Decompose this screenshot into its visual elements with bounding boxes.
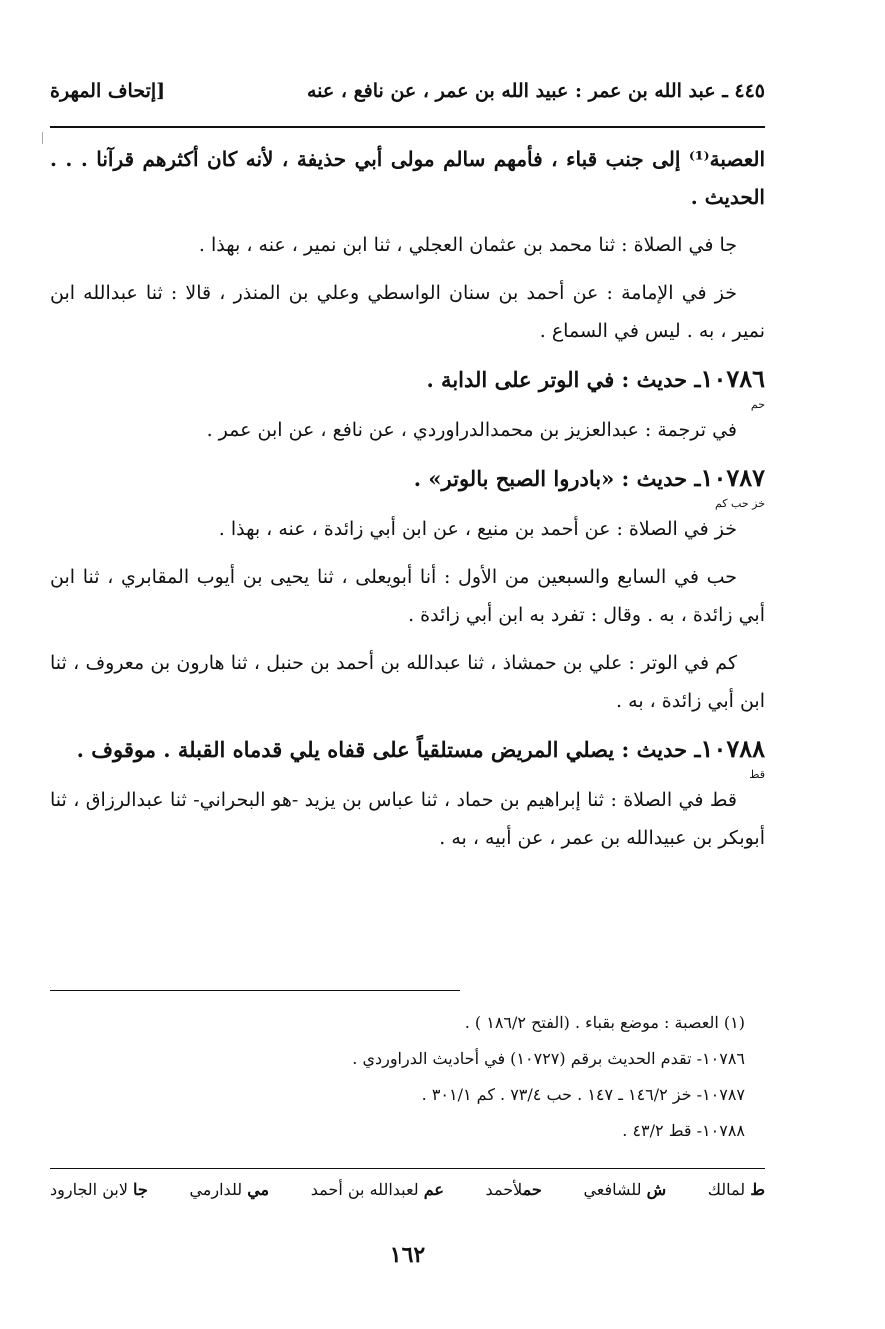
- running-header: [50, 80, 765, 114]
- paragraph-source-khz: خز في الصلاة : عن أحمد بن منيع ، عن ابن أبي زائدة ، عنه ، بهذا .: [218, 518, 737, 540]
- paragraph-source-tarjama: في ترجمة : عبدالعزيز بن محمدالدراوردي ، عن نافع ، عن ابن عمر .: [206, 419, 737, 441]
- abbreviations-rule: [50, 1168, 765, 1169]
- paragraph-source-khz: خز في الإمامة : عن أحمد بن سنان الواسطي وعلي بن المنذر ، قالا : ثنا عبدالله ابن نمير ، به . ليس في السماع .: [50, 282, 765, 342]
- footnote-item: ١٠٧٨٧- خز ١٤٦/٢ ـ ١٤٧ . حب ٧٣/٤ . كم ٣٠١/١ .: [421, 1085, 745, 1104]
- footnote-item: ١٠٧٨٦- تقدم الحديث برقم (١٠٧٢٧) في أحاديث الدراوردي .: [352, 1049, 745, 1068]
- paragraph-continuation: العصبة⁽¹⁾ إلى جنب قباء ، فأمهم سالم مولى أبي حذيفة ، لأنه كان أكثرهم قرآنا . . . الحديث .: [50, 147, 765, 209]
- abbreviation-item: مي للدارمي: [189, 1180, 270, 1199]
- paragraph-source-ja: جا في الصلاة : ثنا محمد بن عثمان العجلي ، ثنا ابن نمير ، عنه ، بهذا .: [198, 234, 737, 256]
- hadith-heading-10786: [50, 360, 765, 411]
- abbreviation-item: ش للشافعي: [583, 1180, 667, 1199]
- abbreviations-key: [50, 1180, 765, 1199]
- hadith-heading-10788: [50, 730, 765, 781]
- page-number: ١٦٢: [389, 1242, 426, 1268]
- hadith-number: ١٠٧٨٨: [700, 734, 765, 763]
- hadith-title: ـ حديث : يصلي المريض مستلقياً على قفاه يلي قدماه القبلة . موقوف .: [76, 737, 701, 762]
- hadith-heading-10787: [50, 459, 765, 510]
- hadith-sigla: قط: [749, 768, 765, 781]
- header-book-title: [إتحاف المهرة: [50, 80, 166, 102]
- hadith-number: ١٠٧٨٦: [700, 364, 765, 393]
- paragraph-source-hb: حب في السابع والسبعين من الأول : أنا أبويعلى ، ثنا يحيى بن أيوب المقابري ، ثنا ابن أبي زائدة ، به . وقال : تفرد به ابن أبي زائدة .: [50, 566, 765, 626]
- paragraph-source-qt: قط في الصلاة : ثنا إبراهيم بن حماد ، ثنا عباس بن يزيد -هو البحراني- ثنا عبدالرزاق ، ثنا أبوبكر بن عبيدالله بن عمر ، عن أبيه ، به .: [50, 789, 765, 849]
- abbreviation-item: حملأحمد: [485, 1180, 542, 1199]
- header-chapter-title: ٤٤٥ ـ عبد الله بن عمر : عبيد الله بن عمر ، عن نافع ، عنه: [306, 80, 765, 102]
- abbreviation-item: ط لمالك: [707, 1180, 765, 1199]
- footnotes: [50, 1005, 745, 1149]
- main-text: [50, 140, 765, 867]
- hadith-sigla: خز حب كم: [714, 497, 765, 510]
- hadith-title: ـ حديث : في الوتر على الدابة .: [426, 367, 701, 392]
- binding-mark: [42, 132, 45, 144]
- header-rule: [50, 126, 765, 128]
- abbreviation-item: عم لعبدالله بن أحمد: [310, 1180, 444, 1199]
- abbreviation-item: جا لابن الجارود: [50, 1180, 148, 1199]
- footnote-rule: [50, 990, 460, 991]
- hadith-title: ـ حديث : «بادروا الصبح بالوتر» .: [413, 466, 701, 491]
- paragraph-source-km: كم في الوتر : علي بن حمشاذ ، ثنا عبدالله بن أحمد بن حنبل ، ثنا هارون بن معروف ، ثنا ابن أبي زائدة ، به .: [50, 652, 765, 712]
- hadith-sigla: حم: [750, 398, 765, 411]
- footnote-item: ١٠٧٨٨- قط ٤٣/٢ .: [622, 1121, 745, 1140]
- hadith-number: ١٠٧٨٧: [700, 463, 765, 492]
- footnote-item: (١) العصبة : موضع بقباء . (الفتح ١٨٦/٢ ) .: [464, 1013, 745, 1032]
